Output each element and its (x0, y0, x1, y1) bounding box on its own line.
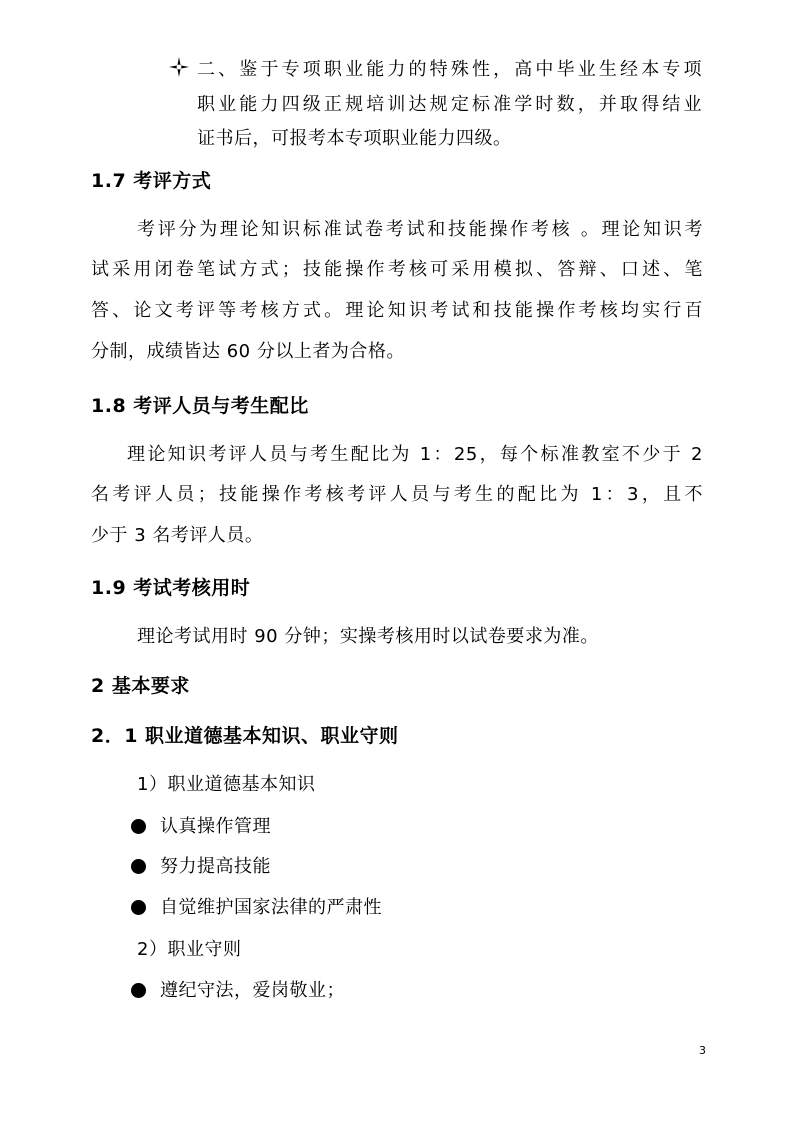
paragraph-line: 答、论文考评等考核方式。理论知识考试和技能操作考核均实行百 (91, 300, 703, 321)
page-number: 3 (699, 1044, 706, 1057)
list-item: 遵纪守法，爱岗敬业； (160, 980, 345, 1001)
subheading-ethics-knowledge: 1）职业道德基本知识 (137, 774, 316, 795)
paragraph-line: 试采用闭卷笔试方式；技能操作考核可采用模拟、答辩、口述、笔 (91, 259, 703, 280)
paragraph-line: 理论考试用时 90 分钟；实操考核用时以试卷要求为准。 (137, 626, 599, 647)
subheading-code-of-conduct: 2）职业守则 (137, 939, 242, 960)
intro-line-1: 二、鉴于专项职业能力的特殊性，高中毕业生经本专项 (197, 59, 702, 80)
list-item: 努力提高技能 (160, 856, 271, 877)
section-heading-2: 2 基本要求 (91, 675, 190, 697)
bullet-dot-icon (131, 859, 146, 874)
intro-line-3: 证书后，可报考本专项职业能力四级。 (197, 128, 512, 149)
paragraph-line: 分制，成绩皆达 60 分以上者为合格。 (91, 341, 405, 362)
paragraph-line: 考评分为理论知识标准试卷考试和技能操作考核 。理论知识考 (137, 219, 703, 240)
section-heading-1-8: 1.8 考评人员与考生配比 (91, 395, 309, 417)
list-item: 认真操作管理 (160, 816, 271, 837)
bullet-dot-icon (131, 819, 146, 834)
list-item: 自觉维护国家法律的严肃性 (160, 897, 382, 918)
paragraph-line: 名考评人员；技能操作考核考评人员与考生的配比为 1：3，且不 (91, 484, 703, 505)
bullet-dot-icon (131, 983, 146, 998)
star-bullet-icon (168, 56, 190, 78)
paragraph-line: 理论知识考评人员与考生配比为 1：25，每个标准教室不少于 2 (127, 444, 703, 465)
section-heading-2-1: 2．1 职业道德基本知识、职业守则 (91, 725, 399, 747)
paragraph-line: 少于 3 名考评人员。 (91, 525, 264, 546)
intro-line-2: 职业能力四级正规培训达规定标准学时数，并取得结业 (197, 94, 702, 115)
section-heading-1-7: 1.7 考评方式 (91, 170, 212, 192)
section-heading-1-9: 1.9 考试考核用时 (91, 577, 251, 599)
bullet-dot-icon (131, 900, 146, 915)
